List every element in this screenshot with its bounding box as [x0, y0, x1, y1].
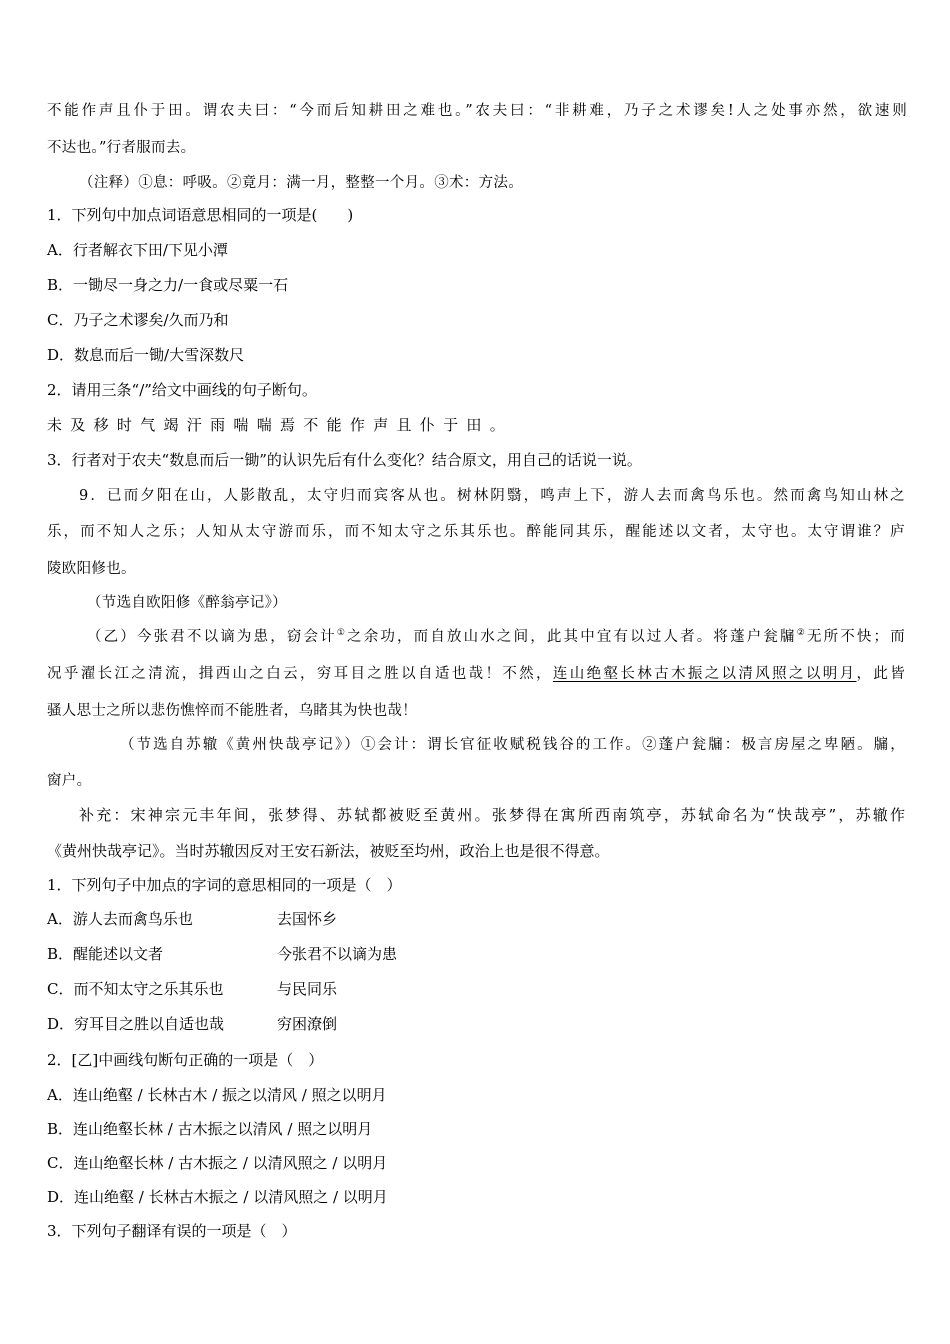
- q9-q2-option-a: A．连山绝壑 / 长林古木 / 振之以清风 / 照之以明月: [47, 1086, 387, 1104]
- q8-q1-option-c: C．乃子之术谬矣/久而乃和: [47, 311, 229, 329]
- yi-line2-part-a: 况乎濯长江之清流，揖西山之白云，穷耳目之胜以自适也哉！不然，: [47, 666, 553, 682]
- q9-q1-option-b: [47, 944, 907, 964]
- option-c-right: 与民同乐: [277, 980, 338, 998]
- q9-question-3: 3．下列句子翻译有误的一项是（ ）: [47, 1222, 297, 1240]
- passage8-notes: （注释）①息：呼吸。②竟月：满一月，整整一个月。③术：方法。: [79, 175, 523, 191]
- option-a-left: A．游人去而禽鸟乐也: [47, 910, 193, 928]
- q8-q1-option-b: B．一锄尽一身之力/一食或尽粟一石: [47, 276, 289, 294]
- q8-q1-option-d: D．数息而后一锄/大雪深数尺: [47, 346, 245, 364]
- option-d-right: 穷困潦倒: [277, 1015, 338, 1033]
- option-b-left: B．醒能述以文者: [47, 945, 164, 963]
- passage9-source-b-line2: 窗户。: [47, 773, 92, 789]
- note-marker-1: ①: [336, 628, 348, 639]
- passage8-line2: 不达也。”行者服而去。: [47, 140, 196, 156]
- note-marker-2: ②: [796, 628, 807, 639]
- passage9-source-b-line1: （节选自苏辙《黄州快哉亭记》）①会计：谓长官征收赋税钱谷的工作。②蓬户瓮牖：极言房屋之卑陋。牖，: [120, 737, 905, 753]
- q9-q2-option-c: C．连山绝壑长林 / 古木振之 / 以清风照之 / 以明月: [47, 1154, 388, 1172]
- supplement-line2: 《黄州快哉亭记》。当时苏辙因反对王安石新法，被贬至均州，政治上也是很不得意。: [47, 842, 610, 860]
- underlined-sentence: 连山绝壑长林古木振之以清风照之以明月: [552, 666, 857, 682]
- q9-q1-option-a: [47, 909, 907, 929]
- q8-question-1: 1．下列句中加点词语意思相同的一项是( ): [47, 206, 354, 224]
- q9-question-2: 2．[乙]中画线句断句正确的一项是（ ）: [47, 1051, 324, 1069]
- q9-q2-option-d: D．连山绝壑 / 长林古木振之 / 以清风照之 / 以明月: [47, 1188, 388, 1206]
- passage9-source-a: （节选自欧阳修《醉翁亭记》）: [87, 595, 287, 611]
- passage9-line1: 9．已而夕阳在山，人影散乱，太守归而宾客从也。树林阴翳，鸣声上下，游人去而禽鸟乐也。然而禽鸟知山林之: [79, 488, 905, 504]
- passage9-yi-line3: 骚人思士之所以悲伤憔悴而不能胜者，乌睹其为快也哉！: [47, 703, 417, 719]
- q8-question-3: 3．行者对于农夫“数息而后一锄”的认识先后有什么变化？结合原文，用自己的话说一说。: [47, 451, 642, 469]
- supplement-line1: 补充：宋神宗元丰年间，张梦得、苏轼都被贬至黄州。张梦得在寓所西南筑亭，苏轼命名为“快哉亭”，苏辙作: [79, 806, 905, 824]
- q9-question-1: 1．下列句子中加点的字词的意思相同的一项是（ ）: [47, 876, 402, 894]
- option-a-right: 去国怀乡: [277, 910, 338, 928]
- q8-question-2: 2．请用三条“/”给文中画线的句子断句。: [47, 381, 317, 399]
- option-c-left: C．而不知太守之乐其乐也: [47, 980, 224, 998]
- option-d-left: D．穷耳目之胜以自适也哉: [47, 1015, 225, 1033]
- yi-line1-part-a: （乙）今张君不以谪为患，窃会计: [87, 629, 337, 645]
- option-b-right: 今张君不以谪为患: [277, 945, 398, 963]
- passage9-yi-line1: [87, 627, 905, 647]
- yi-line1-part-b: 之余功，而自放山水之间，此其中宜有以过人者。将蓬户瓮牖: [347, 629, 797, 645]
- q9-q2-option-b: B．连山绝壑长林 / 古木振之以清风 / 照之以明月: [47, 1120, 373, 1138]
- passage8-line1: 不能作声且仆于田。谓农夫曰：“今而后知耕田之难也。”农夫曰：“非耕难，乃子之术谬矣!人之处事亦然，欲速则: [47, 103, 907, 119]
- q8-q1-option-a: A．行者解衣下田/下见小潭: [47, 241, 228, 259]
- yi-line2-part-b: ，此皆: [856, 666, 905, 682]
- passage9-line2: 乐，而不知人之乐；人知从太守游而乐，而不知太守之乐其乐也。醉能同其乐，醒能述以文者，太守也。太守谓谁？庐: [47, 524, 905, 540]
- q8-q2-sentence: 未及移时气竭汗雨喘喘焉不能作声且仆于田。: [47, 416, 514, 434]
- q9-q1-option-d: [47, 1014, 907, 1034]
- passage9-yi-line2: [47, 664, 905, 684]
- q9-q1-option-c: [47, 979, 907, 999]
- passage9-line3: 陵欧阳修也。: [47, 561, 136, 577]
- yi-line1-part-c: 无所不快；而: [806, 629, 906, 645]
